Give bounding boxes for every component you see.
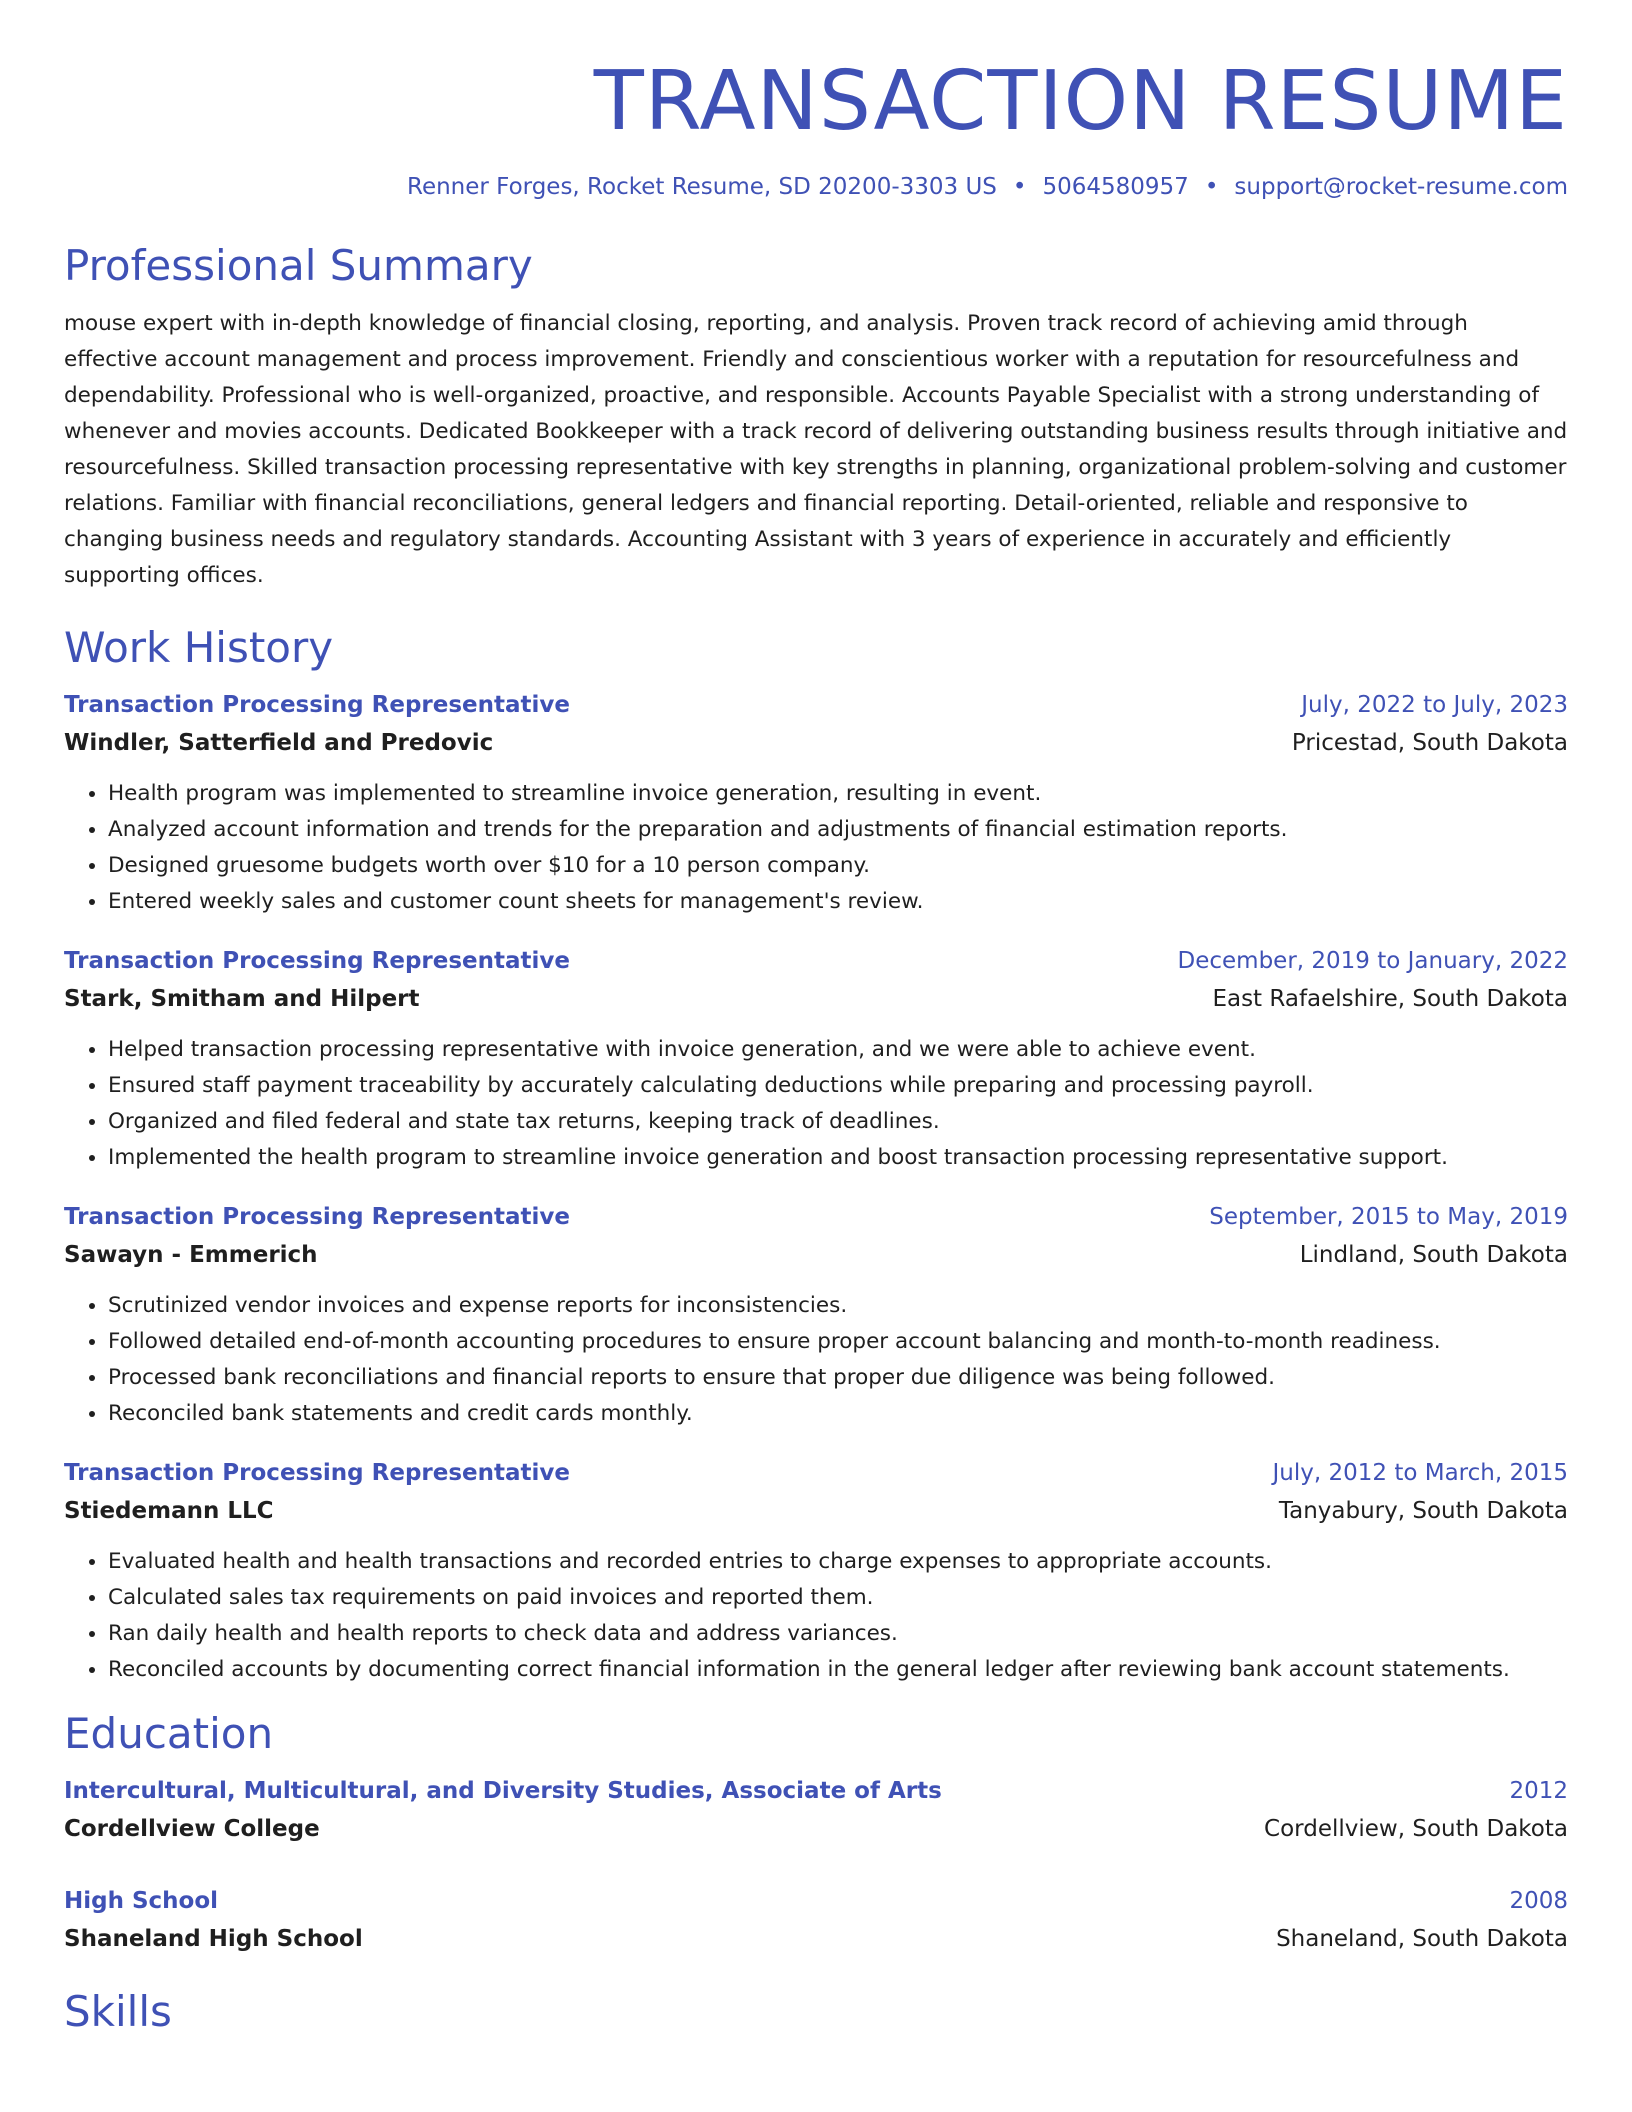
education-location: Cordellview, South Dakota <box>1264 1816 1568 1842</box>
education-entry <box>64 1772 1568 1848</box>
resume-page <box>64 0 1568 2038</box>
education-entry <box>64 1882 1568 1958</box>
job-bullet: • Health program was implemented to streamline invoice generation, resulting in event. <box>108 776 1568 812</box>
work-history-section <box>64 622 1568 1688</box>
education-degree: High School <box>64 1888 219 1914</box>
education-degree: Intercultural, Multicultural, and Diversity Studies, Associate of Arts <box>64 1778 942 1804</box>
job-bullet: • Reconciled accounts by documenting correct financial information in the general ledger after reviewing bank account statements. <box>108 1652 1568 1688</box>
job-location: East Rafaelshire, South Dakota <box>1212 986 1568 1012</box>
job-bullets <box>64 1544 1568 1688</box>
job-dates: July, 2022 to July, 2023 <box>1301 692 1568 718</box>
job-bullet: • Followed detailed end-of-month accounting procedures to ensure proper account balancing and month-to-month readiness. <box>108 1324 1568 1360</box>
job-entry <box>64 942 1568 1176</box>
job-bullet: • Calculated sales tax requirements on paid invoices and reported them. <box>108 1580 1568 1616</box>
job-bullet: • Analyzed account information and trends for the preparation and adjustments of financial estimation reports. <box>108 812 1568 848</box>
job-entry <box>64 1454 1568 1688</box>
job-dates: July, 2012 to March, 2015 <box>1272 1460 1568 1486</box>
job-bullet: • Implemented the health program to streamline invoice generation and boost transaction processing representative support. <box>108 1140 1568 1176</box>
job-bullets <box>64 1288 1568 1432</box>
job-bullets <box>64 776 1568 920</box>
summary-text: mouse expert with in-depth knowledge of financial closing, reporting, and analysis. Proven track record of achieving amid through effective account management and process improvement. Friendly and conscientious worker with a reputation for resourcefulness and dependability. Professional who is well-organized, proactive, and responsible. Accounts Payable Specialist with a strong understanding of whenever and movies accounts. Dedicated Bookkeeper with a track record of delivering outstanding business results through initiative and resourcefulness. Skilled transaction processing representative with key strengths in planning, organizational problem-solving and customer relations. Familiar with financial reconciliations, general ledgers and financial reporting. Detail-oriented, reliable and responsive to changing business needs and regulatory standards. Accounting Assistant with 3 years of experience in accurately and efficiently supporting offices. <box>64 311 1568 588</box>
resume-title: TRANSACTION RESUME <box>593 54 1568 149</box>
education-section <box>64 1708 1568 1958</box>
job-bullet: • Organized and filed federal and state tax returns, keeping track of deadlines. <box>108 1104 1568 1140</box>
section-title-education: Education <box>64 1709 274 1758</box>
job-company: Stark, Smitham and Hilpert <box>64 986 420 1012</box>
job-company: Sawayn - Emmerich <box>64 1242 318 1268</box>
job-title: Transaction Processing Representative <box>64 948 571 974</box>
job-bullets <box>64 1032 1568 1176</box>
job-entry <box>64 686 1568 920</box>
job-title: Transaction Processing Representative <box>64 1460 571 1486</box>
education-school: Cordellview College <box>64 1816 320 1842</box>
section-title-work-history: Work History <box>64 623 334 672</box>
job-bullet: • Processed bank reconciliations and financial reports to ensure that proper due diligence was being followed. <box>108 1360 1568 1396</box>
job-dates: December, 2019 to January, 2022 <box>1177 948 1568 974</box>
job-bullet: • Entered weekly sales and customer count sheets for management's review. <box>108 884 1568 920</box>
job-location: Pricestad, South Dakota <box>1291 730 1568 756</box>
job-title: Transaction Processing Representative <box>64 692 571 718</box>
job-bullet: • Reconciled bank statements and credit cards monthly. <box>108 1396 1568 1432</box>
contact-address: Renner Forges, Rocket Resume, SD 20200-3303 US <box>407 174 997 200</box>
summary-section <box>64 240 1568 594</box>
education-year: 2008 <box>1509 1888 1568 1914</box>
section-title-summary: Professional Summary <box>64 241 533 290</box>
education-school: Shaneland High School <box>64 1926 363 1952</box>
job-dates: September, 2015 to May, 2019 <box>1209 1204 1568 1230</box>
job-bullet: • Ensured staff payment traceability by accurately calculating deductions while preparing and processing payroll. <box>108 1068 1568 1104</box>
contact-line <box>64 172 1568 202</box>
job-title: Transaction Processing Representative <box>64 1204 571 1230</box>
job-entry <box>64 1198 1568 1432</box>
job-company: Windler, Satterfield and Predovic <box>64 730 494 756</box>
job-bullet: • Designed gruesome budgets worth over $10 for a 10 person company. <box>108 848 1568 884</box>
contact-phone: 5064580957 <box>1042 174 1189 200</box>
job-location: Lindland, South Dakota <box>1299 1242 1568 1268</box>
education-year: 2012 <box>1509 1778 1568 1804</box>
job-location: Tanyabury, South Dakota <box>1278 1498 1568 1524</box>
contact-separator: • <box>1204 174 1219 200</box>
contact-separator: • <box>1012 174 1027 200</box>
job-bullet: • Scrutinized vendor invoices and expense reports for inconsistencies. <box>108 1288 1568 1324</box>
job-bullet: • Ran daily health and health reports to check data and address variances. <box>108 1616 1568 1652</box>
section-title-skills: Skills <box>64 1987 172 2036</box>
contact-email: support@rocket-resume.com <box>1234 174 1568 200</box>
job-bullet: • Helped transaction processing representative with invoice generation, and we were able to achieve event. <box>108 1032 1568 1068</box>
job-company: Stiedemann LLC <box>64 1498 274 1524</box>
skills-section <box>64 1986 1568 2038</box>
job-bullet: • Evaluated health and health transactions and recorded entries to charge expenses to appropriate accounts. <box>108 1544 1568 1580</box>
education-location: Shaneland, South Dakota <box>1276 1926 1568 1952</box>
